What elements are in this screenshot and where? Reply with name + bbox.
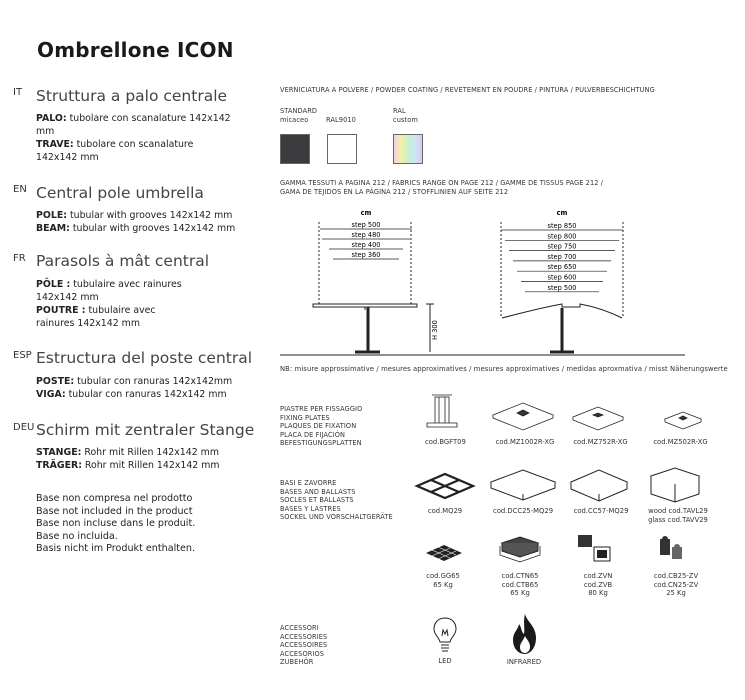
bases-label: SOCKEL UND VORSCHALTGERÄTE: [280, 513, 393, 521]
spec-label: TRÄGER:: [36, 460, 82, 471]
step-label: step 500: [351, 221, 381, 229]
ballast-code: cod.ZVB: [583, 580, 613, 589]
ballast-code: cod.CB25-ZV: [653, 572, 699, 580]
coating-header: VERNICIATURA A POLVERE / POWDER COATING / REVETEMENT EN POUDRE / PINTURA / PULVERBESCHICHTUNG: [280, 86, 655, 94]
spec-esp: [36, 375, 236, 401]
swatch-label: RAL9010: [326, 116, 356, 124]
step-label: step 650: [547, 263, 577, 272]
umbrella-diagram: [280, 200, 700, 360]
spec-label: VIGA:: [36, 389, 66, 400]
ballast-code: cod.GG65: [426, 572, 460, 580]
fixing-label: FIXING PLATES: [280, 413, 330, 422]
step-label: step 750: [547, 242, 577, 251]
spec-label: TRAVE:: [36, 139, 74, 150]
accessories-label: ACCESSORI: [280, 624, 319, 632]
ballast-code: cod.CTB65: [501, 580, 539, 589]
spec-text: tubolare con scanalature 142x142 mm: [36, 113, 231, 137]
spec-label: POLE:: [36, 210, 67, 221]
fabrics-note: [280, 179, 603, 196]
fixing-label: PLAQUES DE FIXATION: [280, 422, 357, 430]
lang-code-en: EN: [13, 184, 27, 195]
fixing-label: BEFESTIGUNGSPLATTEN: [280, 439, 362, 447]
step-label: step 400: [351, 241, 381, 249]
base-code: glass cod.TAVV29: [648, 515, 708, 524]
spec-label: POSTE:: [36, 376, 75, 387]
fixing-code: cod.MZ752R-XG: [573, 438, 628, 446]
lang-code-it: IT: [13, 87, 23, 98]
base-note-line: Basis nicht im Produkt enthalten.: [36, 543, 196, 555]
ballast-drawings: [420, 533, 700, 571]
swatch-ral9010: [327, 134, 357, 164]
ballast-code: cod.CTN65: [501, 572, 539, 580]
bases-label: SOCLES ET BALLASTS: [280, 496, 354, 504]
fabrics-line: GAMMA TESSUTI A PAGINA 212 / FABRICS RANGE ON PAGE 212 / GAMME DE TISSUS PAGE 212 /: [280, 179, 604, 187]
heading-it: Struttura a palo centrale: [36, 87, 228, 105]
spec-label: PÔLE :: [36, 279, 71, 290]
spec-fr: [36, 278, 196, 330]
ballast-code-block: [495, 572, 545, 598]
swatch-label: custom: [393, 116, 418, 124]
ballast-code-block: [573, 572, 623, 598]
spec-en: [36, 209, 236, 235]
spec-label: STANGE:: [36, 447, 82, 458]
base-code: cod.CC57-MQ29: [573, 507, 629, 515]
spec-text: tubolare con scanalature 142x142 mm: [36, 139, 194, 163]
spec-label: PALO:: [36, 113, 67, 124]
base-code: cod.MQ29: [427, 507, 463, 515]
base-code: wood cod.TAVL29: [648, 507, 708, 515]
infrared-flame-icon: [508, 612, 542, 656]
bases-label: BASES Y LASTRES: [280, 504, 341, 513]
ballast-weight: 80 Kg: [588, 589, 608, 597]
spec-text: tubular con ranuras 142x142 mm: [65, 389, 227, 400]
spec-text: Rohr mit Rillen 142x142 mm: [81, 460, 220, 471]
spec-deu: [36, 446, 236, 472]
base-note-line: Base not included in the product: [36, 505, 193, 517]
step-label: step 850: [547, 222, 577, 230]
step-label: step 600: [547, 273, 577, 282]
base-note: [36, 493, 195, 556]
ballast-weight: 65 Kg: [510, 589, 530, 597]
heading-esp: Estructura del poste central: [36, 349, 253, 367]
fixing-label: PLACA DE FIJACIÓN: [280, 430, 346, 439]
swatch-custom: [393, 134, 423, 164]
fixing-code: cod.BGFT09: [425, 438, 466, 446]
step-label: step 500: [547, 283, 577, 292]
led-bulb-icon: [430, 614, 460, 654]
spec-text: tubulaire avec rainures 142x142 mm: [36, 279, 182, 303]
base-code: cod.DCC25-MQ29: [492, 507, 554, 515]
fixing-labels: [280, 405, 362, 448]
spec-it: [36, 112, 231, 164]
ballast-code-block: [648, 572, 704, 598]
page-title: Ombrellone ICON: [37, 38, 234, 62]
base-note-line: Base non incluse dans le produit.: [36, 518, 196, 530]
ballast-weight: 25 Kg: [666, 589, 686, 597]
fabrics-line: GAMA DE TEJIDOS EN LA PÁGINA 212 / STOFFLINIEN AUF SEITE 212: [280, 187, 509, 196]
fixing-code: cod.MZ502R-XG: [653, 438, 708, 446]
spec-text: Rohr mit Rillen 142x142 mm: [81, 447, 219, 458]
heading-deu: Schirm mit zentraler Stange: [36, 421, 255, 439]
spec-text: tubular con ranuras 142x142mm: [74, 376, 233, 387]
fixing-plate-drawings: [415, 393, 735, 443]
height-label: H 300: [431, 320, 439, 340]
lang-code-esp: ESP: [13, 350, 32, 361]
accessory-label-infrared: INFRARED: [506, 658, 542, 666]
step-label: step 480: [351, 231, 381, 239]
lang-code-fr: FR: [13, 253, 26, 264]
fixing-code: cod.MZ1002R-XG: [495, 438, 555, 446]
spec-text: tubular with grooves 142x142 mm: [66, 210, 233, 221]
base-drawings: [413, 464, 733, 508]
unit-label-right: cm: [556, 209, 568, 217]
spec-label: POUTRE :: [36, 305, 86, 316]
ballast-weight: 65 Kg: [433, 580, 453, 589]
fixing-label: PIASTRE PER FISSAGGIO: [280, 405, 363, 413]
bases-label: BASI E ZAVORRE: [280, 479, 337, 487]
base-note-line: Base no incluida.: [36, 530, 118, 542]
accessories-label: ACCESORIOS: [280, 649, 325, 658]
unit-label-left: cm: [360, 209, 372, 217]
ballast-code: cod.CN25-ZV: [653, 580, 699, 589]
accessories-label: ACCESSOIRES: [280, 641, 328, 649]
spec-text: tubulaire avec rainures 142x142 mm: [36, 305, 156, 329]
bases-labels: [280, 479, 393, 522]
swatch-micaceo: [280, 134, 310, 164]
ral-label: RAL: [393, 107, 406, 115]
lang-code-deu: DEU: [13, 422, 35, 433]
heading-en: Central pole umbrella: [36, 184, 204, 202]
base-note-line: Base non compresa nel prodotto: [36, 493, 193, 504]
accessories-labels: [280, 624, 327, 667]
step-label: step 800: [547, 232, 577, 241]
step-label: step 700: [547, 252, 577, 261]
base-code-block: [643, 507, 713, 524]
heading-fr: Parasols à mât central: [36, 252, 210, 270]
standard-label: STANDARD: [280, 107, 318, 115]
accessory-label-led: LED: [438, 657, 452, 665]
accessories-label: ACCESSORIES: [280, 632, 328, 641]
step-label: step 360: [351, 251, 381, 259]
ballast-code-block: [418, 572, 468, 589]
swatch-label: micaceo: [280, 116, 309, 124]
bases-label: BASES AND BALLASTS: [280, 487, 356, 496]
measure-note: NB: misure approssimative / mesures approximatives / mesures approximatives / medidas aproxmativa / misst Näherungswerte: [280, 365, 728, 373]
spec-label: BEAM:: [36, 223, 70, 234]
ballast-code: cod.ZVN: [583, 572, 613, 580]
spec-text: tubular with grooves 142x142 mm: [69, 223, 236, 234]
accessories-label: ZUBEHÖR: [280, 658, 314, 666]
